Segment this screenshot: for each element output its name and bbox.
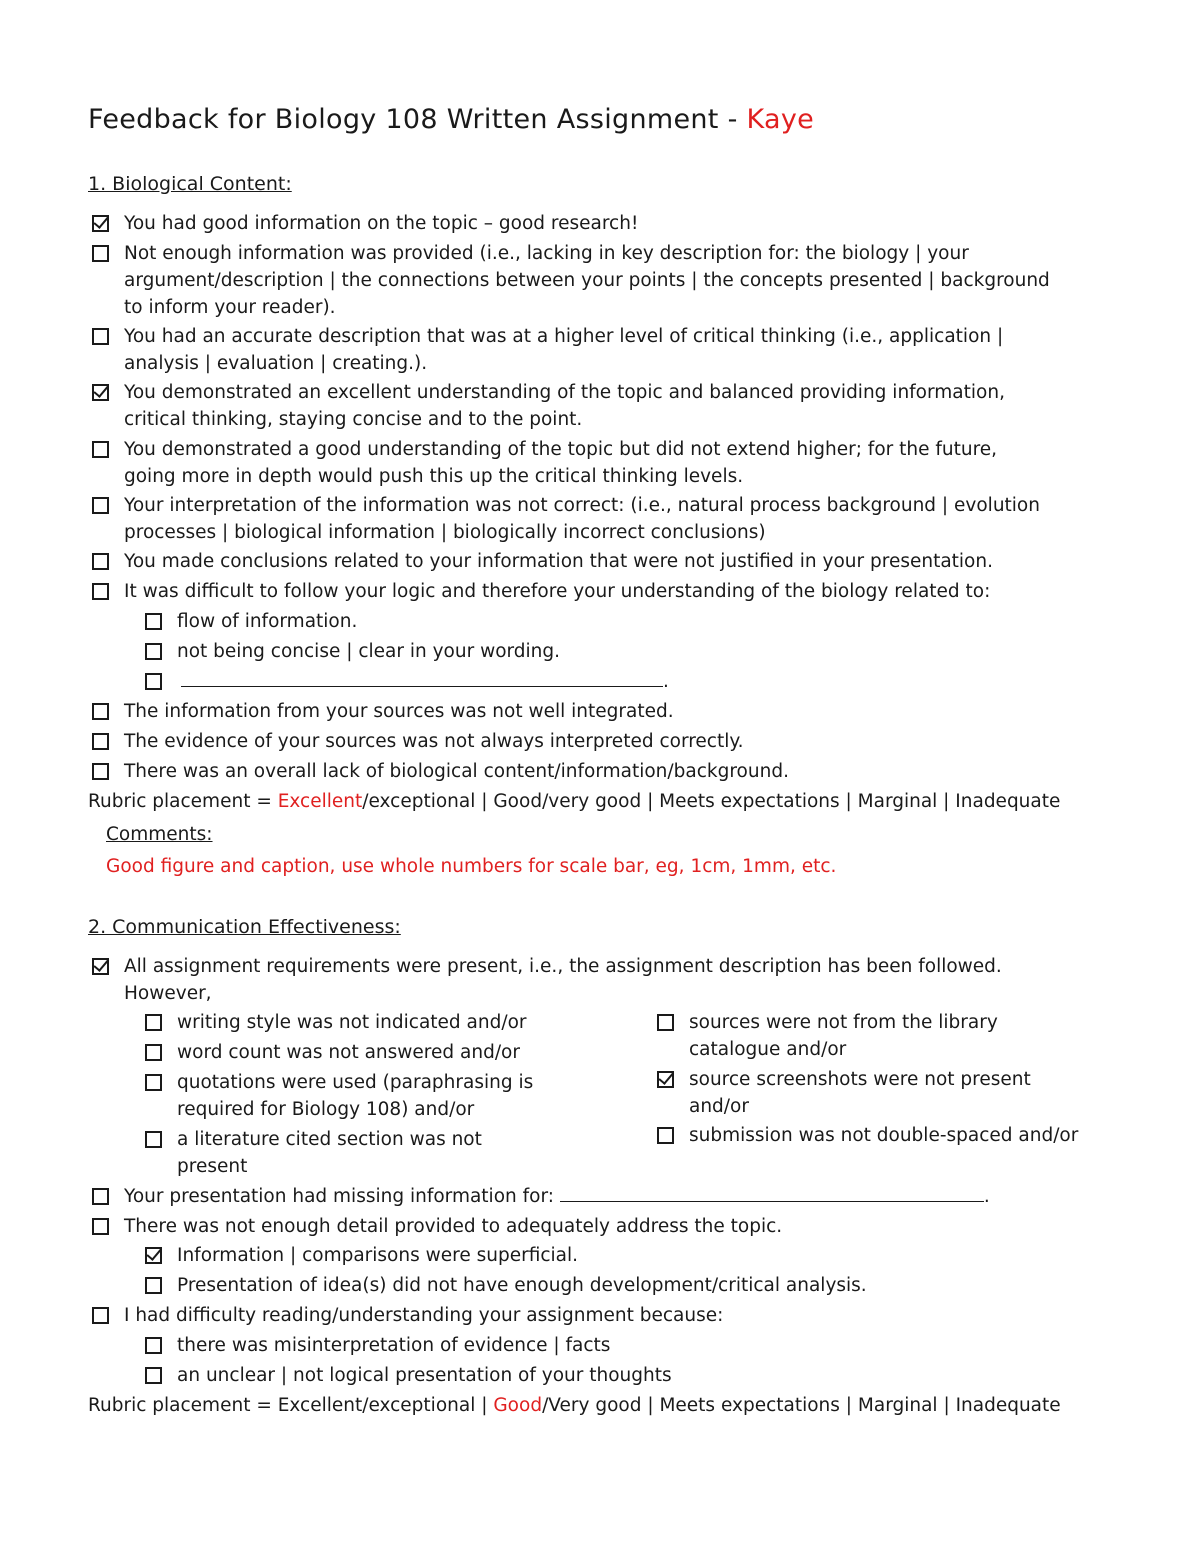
checkbox[interactable] [92, 245, 109, 262]
checklist-item-text: You had an accurate description that was at a higher level of critical thinking (i.e., application | [124, 326, 1004, 347]
checklist-item-text: writing style was not indicated and/or [177, 1012, 527, 1033]
checklist-item-text: Not enough information was provided (i.e., lacking in key description for: the biology | your [124, 243, 969, 264]
checklist-item-text: argument/description | the connections between your points | the concepts presented | background [124, 270, 1050, 291]
checkbox[interactable] [145, 1247, 162, 1264]
checkbox[interactable] [145, 1367, 162, 1384]
checkbox[interactable] [145, 1074, 162, 1091]
checkbox[interactable] [92, 733, 109, 750]
checklist-item-text: going more in depth would push this up the critical thinking levels. [124, 466, 744, 487]
rubric-label: Rubric placement = [88, 791, 278, 812]
checklist-item-text: You made conclusions related to your information that were not justified in your presentation. [124, 551, 993, 572]
checkbox[interactable] [92, 763, 109, 780]
checklist-item-text: . [177, 668, 669, 695]
rubric-label: Rubric placement = Excellent/exceptional | [88, 1395, 494, 1416]
checklist-item-text: You demonstrated an excellent understanding of the topic and balanced providing information, [124, 382, 1005, 403]
checklist-item-text: analysis | evaluation | creating.). [124, 353, 428, 374]
rubric-selected: Excellent [277, 791, 363, 812]
checklist-item-text: quotations were used (paraphrasing is [177, 1072, 534, 1093]
section-heading-biological-content: 1. Biological Content: [88, 173, 292, 195]
checklist-item-text: word count was not answered and/or [177, 1042, 520, 1063]
checklist-item-text: source screenshots were not present [689, 1069, 1031, 1090]
section1-rubric-placement [88, 791, 1060, 812]
checklist-item-text: submission was not double-spaced and/or [689, 1125, 1079, 1146]
checkbox[interactable] [92, 215, 109, 232]
checklist-item-text: an unclear | not logical presentation of your thoughts [177, 1365, 672, 1386]
section-heading-communication: 2. Communication Effectiveness: [88, 916, 401, 938]
checkbox[interactable] [92, 1188, 109, 1205]
title-text: Feedback for Biology 108 Written Assignment - [88, 104, 747, 135]
checkbox[interactable] [92, 441, 109, 458]
checkbox[interactable] [92, 958, 109, 975]
checklist-item-text: Presentation of idea(s) did not have enough development/critical analysis. [177, 1275, 867, 1296]
rubric-options: /Very good | Meets expectations | Marginal | Inadequate [542, 1395, 1061, 1416]
checklist-item-text: sources were not from the library [689, 1012, 998, 1033]
checkbox[interactable] [145, 1044, 162, 1061]
instructor-comment: Good figure and caption, use whole numbers for scale bar, eg, 1cm, 1mm, etc. [106, 856, 837, 877]
checkbox[interactable] [145, 613, 162, 630]
section2-rubric-placement [88, 1395, 1061, 1416]
rubric-options: /exceptional | Good/very good | Meets expectations | Marginal | Inadequate [362, 791, 1061, 812]
checkbox[interactable] [92, 553, 109, 570]
checkbox[interactable] [145, 673, 162, 690]
checklist-item-text: You had good information on the topic – good research! [124, 213, 639, 234]
checklist-item-text: present [177, 1156, 248, 1177]
checkbox[interactable] [92, 384, 109, 401]
checkbox[interactable] [92, 583, 109, 600]
checkbox[interactable] [145, 1337, 162, 1354]
checklist-item-text: not being concise | clear in your wording. [177, 641, 561, 662]
checkbox[interactable] [92, 1218, 109, 1235]
checklist-item-text: Information | comparisons were superficial. [177, 1245, 579, 1266]
checklist-item-text: critical thinking, staying concise and to the point. [124, 409, 583, 430]
rubric-selected: Good [493, 1395, 543, 1416]
checkbox[interactable] [92, 1307, 109, 1324]
checklist-item-text: a literature cited section was not [177, 1129, 482, 1150]
student-name: Kaye [746, 104, 815, 135]
checklist-item-text: The evidence of your sources was not always interpreted correctly. [124, 731, 744, 752]
checklist-item-text: and/or [689, 1096, 749, 1117]
checkbox[interactable] [657, 1127, 674, 1144]
checklist-item-text: All assignment requirements were present, i.e., the assignment description has been followed. [124, 956, 1002, 977]
checkbox[interactable] [145, 1014, 162, 1031]
checkbox[interactable] [92, 497, 109, 514]
checklist-item-text: The information from your sources was not well integrated. [124, 701, 674, 722]
checklist-item-text: to inform your reader). [124, 297, 336, 318]
blank-line [560, 1183, 984, 1202]
checklist-item-text: You demonstrated a good understanding of the topic but did not extend higher; for the future, [124, 439, 998, 460]
checklist-item-text: I had difficulty reading/understanding your assignment because: [124, 1305, 724, 1326]
checklist-item-text: flow of information. [177, 611, 358, 632]
blank-line [181, 668, 663, 687]
checklist-item-text: processes | biological information | biologically incorrect conclusions) [124, 522, 766, 543]
checkbox[interactable] [145, 1277, 162, 1294]
checkbox[interactable] [145, 1131, 162, 1148]
checkbox[interactable] [92, 328, 109, 345]
checklist-item-text: there was misinterpretation of evidence | facts [177, 1335, 611, 1356]
checklist-item-text: Your interpretation of the information was not correct: (i.e., natural process background | evolution [124, 495, 1040, 516]
checkbox[interactable] [657, 1071, 674, 1088]
checklist-item-text: It was difficult to follow your logic and therefore your understanding of the biology related to: [124, 581, 991, 602]
checklist-item-text: required for Biology 108) and/or [177, 1099, 475, 1120]
checkbox[interactable] [145, 643, 162, 660]
checkbox[interactable] [657, 1014, 674, 1031]
document-title [88, 104, 814, 135]
checklist-item-text: However, [124, 983, 212, 1004]
checkbox[interactable] [92, 703, 109, 720]
checklist-item-text: catalogue and/or [689, 1039, 847, 1060]
comments-label: Comments: [106, 824, 213, 845]
checklist-item-text: There was an overall lack of biological content/information/background. [124, 761, 789, 782]
checklist-item-text: Your presentation had missing information for: . [124, 1183, 990, 1210]
checklist-item-text: There was not enough detail provided to adequately address the topic. [124, 1216, 783, 1237]
